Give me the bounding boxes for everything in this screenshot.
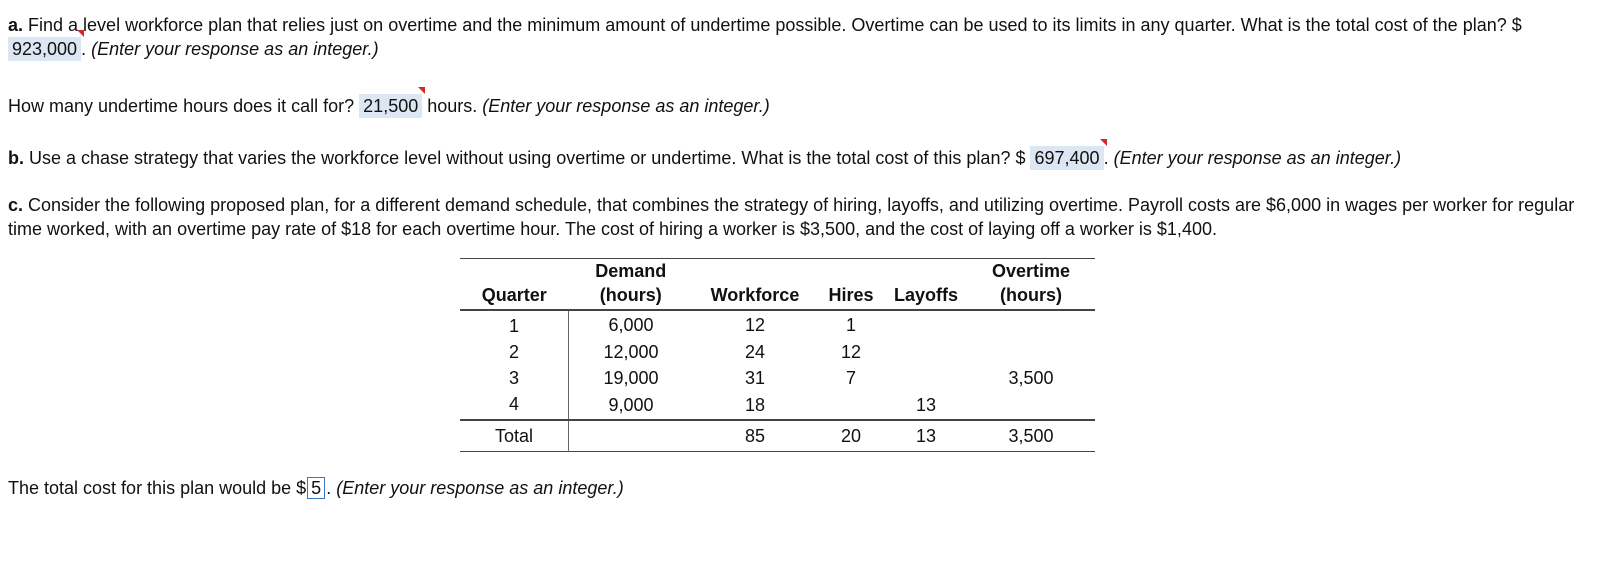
undertime-value: 21,500 — [363, 96, 419, 116]
incorrect-flag-icon — [77, 30, 84, 37]
cell-demand: 9,000 — [608, 395, 654, 415]
cell-total-demand — [569, 420, 694, 452]
cell-layoffs: 13 — [915, 395, 937, 415]
final-question — [8, 476, 1576, 500]
part-b-question — [8, 146, 1576, 170]
cell-quarter: 3 — [460, 365, 569, 391]
part-b-instruction: (Enter your response as an integer.) — [1113, 148, 1402, 168]
part-c-text: Consider the following proposed plan, for a different demand schedule, that combines the strategy of hiring, layoffs, and utilizing overtime. Payroll costs are $6,000 in wages per worker for regular time worked, with an overtime pay rate of $18 for each overtime hour. The cost of hiring a worker is $3,500, and the cost of laying off a worker is $1,400. — [8, 195, 1575, 239]
undertime-unit: hours. — [422, 96, 483, 116]
cell-workforce: 12 — [744, 315, 766, 335]
cell-hires: 7 — [845, 368, 856, 388]
part-b-text: Use a chase strategy that varies the workforce level without using overtime or undertime. What is the total cost of this plan? $ — [24, 148, 1031, 168]
part-a-undertime-question — [8, 94, 1576, 118]
table-row — [460, 310, 1095, 339]
part-a-question — [8, 13, 1576, 61]
final-after: . — [326, 478, 337, 498]
cell-layoffs — [885, 339, 967, 365]
cell-layoffs — [885, 365, 967, 391]
part-a-after: . — [81, 39, 92, 59]
header-layoffs: Layoffs — [893, 285, 958, 305]
total-cost-input[interactable]: 5 — [307, 477, 325, 499]
header-hires: Hires — [828, 285, 874, 305]
table-header-row — [460, 259, 1095, 311]
part-b-label: b. — [8, 148, 24, 168]
header-demand: Demand (hours) — [595, 261, 667, 305]
part-b-value: 697,400 — [1034, 148, 1100, 168]
part-a-instruction: (Enter your response as an integer.) — [91, 39, 379, 59]
header-workforce: Workforce — [710, 285, 800, 305]
cell-overtime — [967, 391, 1095, 420]
cell-overtime — [967, 310, 1095, 339]
part-a-text: Find a level workforce plan that relies just on overtime and the minimum amount of undertime possible. Overtime can be used to its limits in any quarter. What is the total cost of the plan? $ — [23, 15, 1522, 35]
cell-overtime: 3,500 — [1008, 368, 1054, 388]
cell-demand: 19,000 — [603, 368, 659, 388]
undertime-text: How many undertime hours does it call for? — [8, 96, 360, 116]
cell-total-hires: 20 — [840, 426, 862, 446]
cell-total-overtime: 3,500 — [1008, 426, 1054, 446]
cell-hires: 12 — [840, 342, 862, 362]
part-b-after: . — [1103, 148, 1114, 168]
incorrect-flag-icon — [418, 87, 425, 94]
cell-workforce: 24 — [744, 342, 766, 362]
plan-table — [460, 258, 1095, 452]
cell-quarter: 2 — [460, 339, 569, 365]
cell-total-label: Total — [460, 420, 569, 452]
table-total-row — [460, 420, 1095, 452]
cell-demand: 6,000 — [608, 315, 654, 335]
final-text: The total cost for this plan would be $ — [8, 478, 307, 498]
cell-layoffs — [885, 310, 967, 339]
table-row — [460, 365, 1095, 391]
incorrect-flag-icon — [1100, 139, 1107, 146]
cell-quarter: 1 — [460, 310, 569, 339]
cell-total-layoffs: 13 — [915, 426, 937, 446]
undertime-instruction: (Enter your response as an integer.) — [482, 96, 770, 116]
cell-workforce: 18 — [744, 395, 766, 415]
cell-demand: 12,000 — [603, 342, 659, 362]
cell-hires — [817, 391, 885, 420]
part-a-label: a. — [8, 15, 24, 35]
cell-workforce: 31 — [744, 368, 766, 388]
cell-overtime — [967, 339, 1095, 365]
header-quarter: Quarter — [481, 285, 547, 305]
part-c-question — [8, 193, 1576, 241]
cell-quarter: 4 — [460, 391, 569, 420]
part-a-cost-answer[interactable] — [8, 37, 81, 61]
table-row — [460, 339, 1095, 365]
part-a-cost-value: 923,000 — [12, 39, 78, 59]
final-instruction: (Enter your response as an integer.) — [336, 478, 624, 498]
cell-hires: 1 — [845, 315, 856, 335]
cell-total-workforce: 85 — [744, 426, 766, 446]
part-c-label: c. — [8, 195, 24, 215]
undertime-answer[interactable] — [359, 94, 422, 118]
table-row — [460, 391, 1095, 420]
part-b-answer[interactable] — [1030, 146, 1103, 170]
header-overtime: Overtime (hours) — [991, 261, 1071, 305]
